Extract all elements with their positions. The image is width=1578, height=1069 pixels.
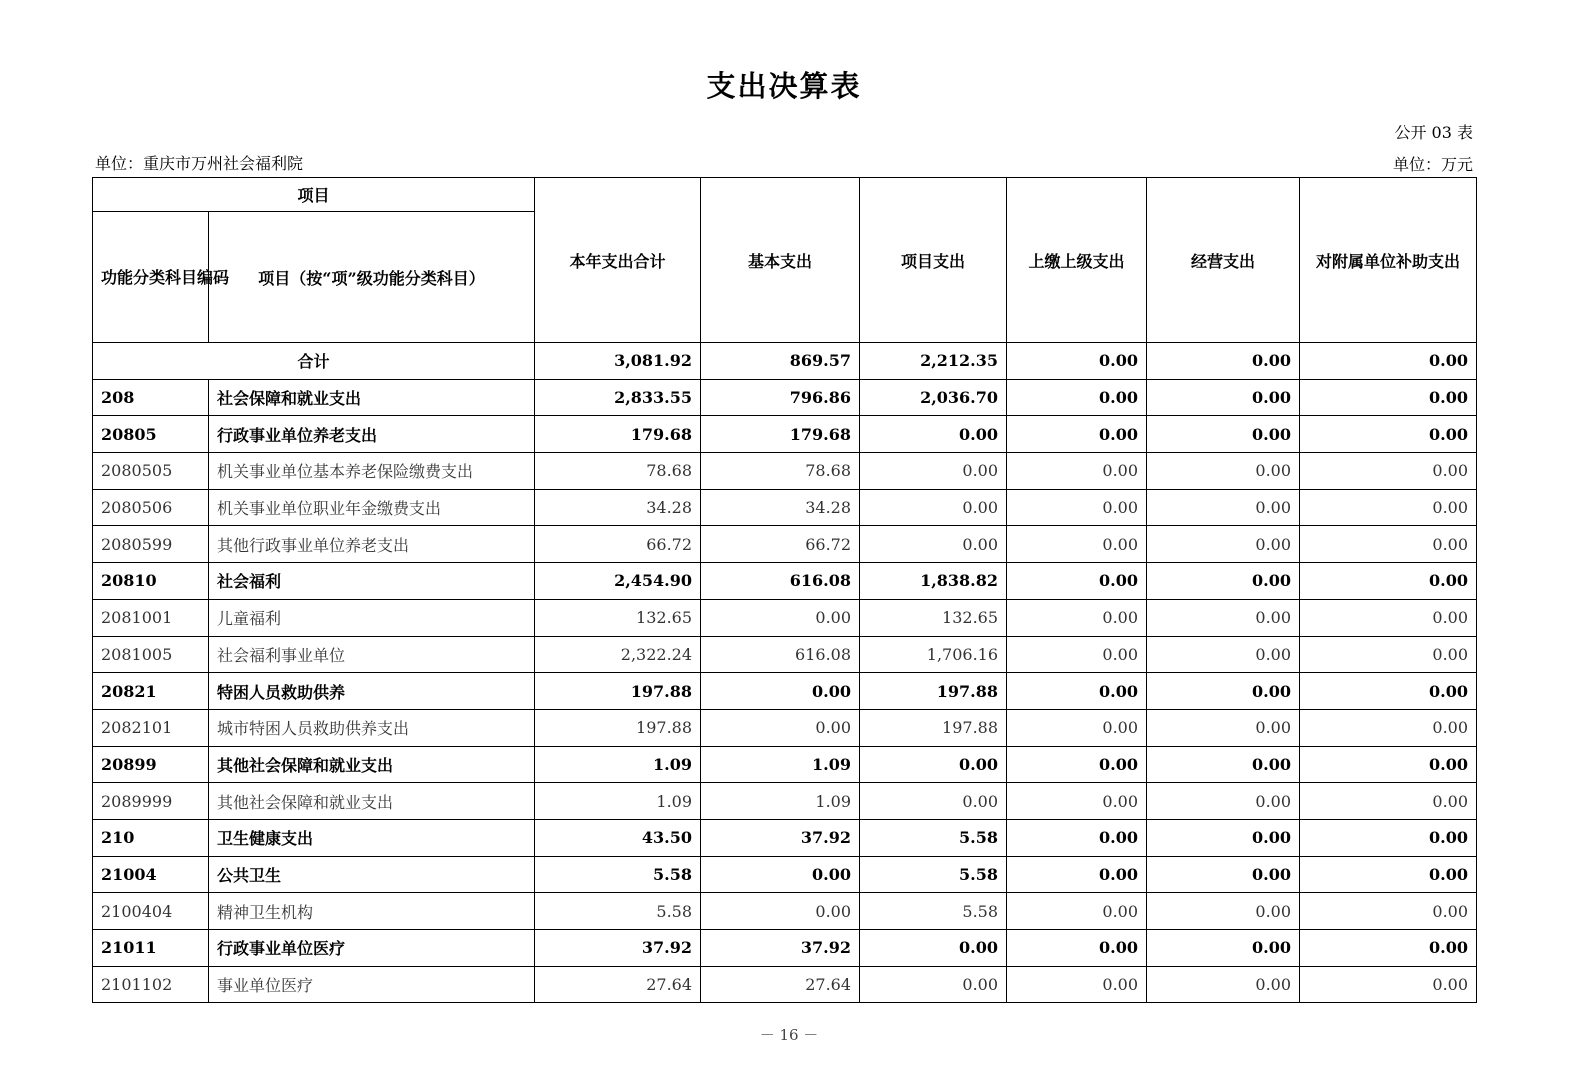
row-value: 0.00 [860,930,1007,967]
expenditure-table [92,177,1477,1003]
total-value: 869.57 [701,343,860,380]
row-value: 0.00 [1147,966,1300,1003]
total-value: 0.00 [1147,343,1300,380]
row-value: 0.00 [1007,709,1147,746]
row-value: 0.00 [1147,526,1300,563]
row-value: 0.00 [1007,453,1147,490]
table-row [93,379,1477,416]
row-value: 0.00 [1007,563,1147,600]
row-code: 2081001 [93,599,209,636]
row-value: 0.00 [860,746,1007,783]
row-value: 5.58 [860,893,1007,930]
row-value: 0.00 [1007,379,1147,416]
table-row [93,783,1477,820]
row-value: 0.00 [1147,453,1300,490]
row-name: 其他行政事业单位养老支出 [209,526,535,563]
row-value: 0.00 [1300,783,1477,820]
row-value: 66.72 [535,526,701,563]
row-value: 66.72 [701,526,860,563]
row-value: 0.00 [1147,893,1300,930]
row-value: 796.86 [701,379,860,416]
row-value: 43.50 [535,819,701,856]
row-value: 197.88 [860,673,1007,710]
row-value: 0.00 [860,453,1007,490]
row-value: 0.00 [1007,599,1147,636]
row-value: 0.00 [1147,709,1300,746]
row-value: 0.00 [1007,746,1147,783]
row-value: 0.00 [1007,893,1147,930]
row-value: 5.58 [535,856,701,893]
header-total: 本年支出合计 [535,178,701,343]
row-value: 0.00 [701,709,860,746]
row-value: 132.65 [860,599,1007,636]
total-value: 0.00 [1007,343,1147,380]
row-name: 儿童福利 [209,599,535,636]
row-value: 1,706.16 [860,636,1007,673]
row-value: 2,454.90 [535,563,701,600]
row-name: 其他社会保障和就业支出 [209,746,535,783]
page-number: － 16 － [759,1026,819,1044]
table-row [93,893,1477,930]
row-value: 0.00 [701,673,860,710]
row-value: 27.64 [701,966,860,1003]
row-value: 1.09 [701,783,860,820]
organization-unit: 单位：重庆市万州社会福利院 [95,154,304,173]
row-name: 城市特困人员救助供养支出 [209,709,535,746]
row-value: 0.00 [1300,636,1477,673]
header-business: 经营支出 [1147,178,1300,343]
header-superior: 上缴上级支出 [1007,178,1147,343]
row-value: 78.68 [535,453,701,490]
row-value: 0.00 [1300,930,1477,967]
row-value: 0.00 [1147,819,1300,856]
row-code: 2080599 [93,526,209,563]
table-row [93,526,1477,563]
row-code: 2080506 [93,489,209,526]
row-value: 0.00 [1300,746,1477,783]
row-value: 0.00 [1147,379,1300,416]
table-row [93,416,1477,453]
total-value: 2,212.35 [860,343,1007,380]
row-value: 0.00 [860,489,1007,526]
row-value: 2,322.24 [535,636,701,673]
row-value: 197.88 [860,709,1007,746]
total-row [93,343,1477,380]
row-value: 37.92 [701,930,860,967]
row-value: 0.00 [701,893,860,930]
row-code: 2082101 [93,709,209,746]
row-value: 0.00 [1300,526,1477,563]
row-name: 卫生健康支出 [209,819,535,856]
form-number: 公开 03 表 [1394,123,1473,142]
row-code: 21011 [93,930,209,967]
row-value: 616.08 [701,636,860,673]
row-value: 0.00 [1300,856,1477,893]
row-value: 0.00 [860,526,1007,563]
row-name: 行政事业单位养老支出 [209,416,535,453]
row-value: 0.00 [1007,416,1147,453]
row-code: 2101102 [93,966,209,1003]
row-value: 0.00 [1300,379,1477,416]
row-value: 0.00 [1007,856,1147,893]
row-value: 616.08 [701,563,860,600]
row-value: 0.00 [1147,563,1300,600]
row-name: 公共卫生 [209,856,535,893]
row-code: 20899 [93,746,209,783]
table-row [93,856,1477,893]
header-code: 功能分类科目编码 [93,212,209,343]
row-name: 机关事业单位基本养老保险缴费支出 [209,453,535,490]
header-name: 项目（按“项”级功能分类科目） [209,212,535,343]
row-value: 0.00 [1300,489,1477,526]
row-value: 179.68 [701,416,860,453]
table-row [93,673,1477,710]
row-code: 210 [93,819,209,856]
row-value: 0.00 [701,599,860,636]
row-value: 0.00 [1300,599,1477,636]
total-value: 0.00 [1300,343,1477,380]
row-value: 0.00 [860,966,1007,1003]
row-code: 20805 [93,416,209,453]
row-value: 179.68 [535,416,701,453]
row-value: 0.00 [1147,930,1300,967]
table-row [93,746,1477,783]
row-value: 0.00 [1147,783,1300,820]
table-row [93,453,1477,490]
row-value: 197.88 [535,673,701,710]
header-project-expense: 项目支出 [860,178,1007,343]
row-value: 1.09 [535,746,701,783]
row-name: 机关事业单位职业年金缴费支出 [209,489,535,526]
row-value: 0.00 [1147,746,1300,783]
header-subsidy: 对附属单位补助支出 [1300,178,1477,343]
row-code: 208 [93,379,209,416]
row-value: 78.68 [701,453,860,490]
row-value: 1,838.82 [860,563,1007,600]
table-row [93,966,1477,1003]
row-value: 5.58 [860,819,1007,856]
row-code: 20821 [93,673,209,710]
row-value: 0.00 [1007,819,1147,856]
row-value: 0.00 [1300,709,1477,746]
row-name: 特困人员救助供养 [209,673,535,710]
row-value: 0.00 [1007,930,1147,967]
row-value: 0.00 [1300,673,1477,710]
row-value: 0.00 [1147,636,1300,673]
header-project: 项目 [93,178,535,212]
row-value: 132.65 [535,599,701,636]
row-value: 0.00 [860,783,1007,820]
row-value: 0.00 [1007,636,1147,673]
row-name: 社会福利 [209,563,535,600]
table-row [93,563,1477,600]
row-value: 5.58 [860,856,1007,893]
row-code: 2100404 [93,893,209,930]
header-basic: 基本支出 [701,178,860,343]
row-code: 2080505 [93,453,209,490]
row-value: 0.00 [1007,526,1147,563]
row-value: 0.00 [1147,673,1300,710]
row-value: 2,833.55 [535,379,701,416]
row-value: 0.00 [1007,966,1147,1003]
row-value: 34.28 [535,489,701,526]
row-value: 2,036.70 [860,379,1007,416]
row-value: 197.88 [535,709,701,746]
row-value: 0.00 [1147,416,1300,453]
total-label: 合计 [93,343,535,380]
total-value: 3,081.92 [535,343,701,380]
row-value: 0.00 [1147,489,1300,526]
row-code: 2089999 [93,783,209,820]
row-value: 27.64 [535,966,701,1003]
row-code: 2081005 [93,636,209,673]
table-row [93,819,1477,856]
row-value: 0.00 [1147,856,1300,893]
row-value: 37.92 [535,930,701,967]
table-row [93,930,1477,967]
row-value: 0.00 [1007,489,1147,526]
row-value: 0.00 [1300,819,1477,856]
row-value: 0.00 [1300,416,1477,453]
row-value: 5.58 [535,893,701,930]
row-value: 0.00 [860,416,1007,453]
row-code: 21004 [93,856,209,893]
row-code: 20810 [93,563,209,600]
row-value: 1.09 [535,783,701,820]
row-name: 行政事业单位医疗 [209,930,535,967]
row-value: 34.28 [701,489,860,526]
row-value: 0.00 [1300,563,1477,600]
table-row [93,599,1477,636]
table-row [93,636,1477,673]
table-row [93,489,1477,526]
currency-unit: 单位：万元 [1392,155,1473,174]
row-name: 精神卫生机构 [209,893,535,930]
row-value: 0.00 [1007,673,1147,710]
row-value: 0.00 [1147,599,1300,636]
row-value: 0.00 [1300,966,1477,1003]
page-title: 支出决算表 [706,69,862,103]
row-name: 其他社会保障和就业支出 [209,783,535,820]
row-value: 37.92 [701,819,860,856]
row-value: 0.00 [1300,453,1477,490]
row-value: 1.09 [701,746,860,783]
row-name: 事业单位医疗 [209,966,535,1003]
row-value: 0.00 [1300,893,1477,930]
row-value: 0.00 [701,856,860,893]
table-row [93,709,1477,746]
row-value: 0.00 [1007,783,1147,820]
row-name: 社会保障和就业支出 [209,379,535,416]
table-body [93,343,1477,1003]
row-name: 社会福利事业单位 [209,636,535,673]
